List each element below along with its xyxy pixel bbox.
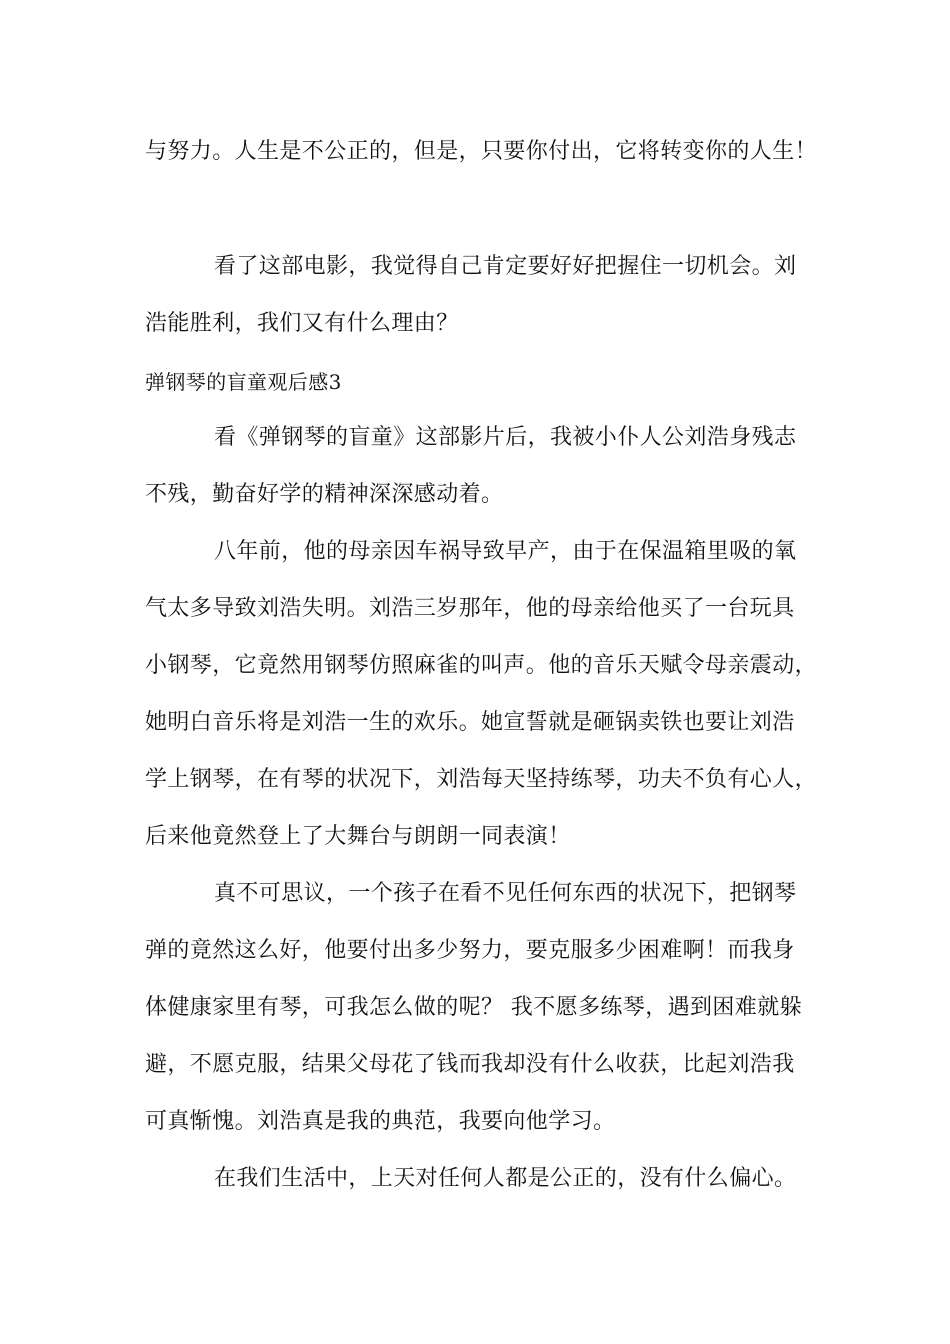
paragraph-line: 学上钢琴，在有琴的状况下，刘浩每天坚持练琴，功夫不负有心人，: [145, 767, 818, 792]
paragraph-line: 后来他竟然登上了大舞台与朗朗一同表演！: [145, 824, 571, 849]
paragraph-line: 真不可思议，一个孩子在看不见任何东西的状况下，把钢琴: [214, 881, 797, 906]
paragraph-line: 避，不愿克服，结果父母花了钱而我却没有什么收获，比起刘浩我: [145, 1052, 795, 1077]
section-heading: 弹钢琴的盲童观后感3: [145, 370, 342, 394]
paragraph-line: 与努力。人生是不公正的，但是，只要你付出，它将转变你的人生！: [145, 139, 818, 164]
paragraph-line: 不残，勤奋好学的精神深深感动着。: [145, 482, 504, 507]
paragraph-line: 看《弹钢琴的盲童》这部影片后，我被小仆人公刘浩身残志: [214, 425, 797, 450]
paragraph-line: 可真惭愧。刘浩真是我的典范，我要向他学习。: [145, 1109, 616, 1134]
paragraph-line: 看了这部电影，我觉得自己肯定要好好把握住一切机会。刘: [214, 254, 797, 279]
paragraph-line: 浩能胜利，我们又有什么理由？: [145, 311, 459, 336]
paragraph-line: 弹的竟然这么好，他要付出多少努力，要克服多少困难啊！而我身: [145, 938, 795, 963]
paragraph-line: 八年前，他的母亲因车祸导致早产，由于在保温箱里吸的氧: [214, 539, 797, 564]
paragraph-line: 在我们生活中，上天对任何人都是公正的，没有什么偏心。: [214, 1166, 797, 1191]
paragraph-line: 气太多导致刘浩失明。刘浩三岁那年，他的母亲给他买了一台玩具: [145, 596, 795, 621]
paragraph-line: 体健康家里有琴，可我怎么做的呢？ 我不愿多练琴，遇到困难就躲: [145, 995, 802, 1020]
paragraph-line: 小钢琴，它竟然用钢琴仿照麻雀的叫声。他的音乐天赋令母亲震动，: [145, 653, 818, 678]
paragraph-line: 她明白音乐将是刘浩一生的欢乐。她宣誓就是砸锅卖铁也要让刘浩: [145, 710, 795, 735]
